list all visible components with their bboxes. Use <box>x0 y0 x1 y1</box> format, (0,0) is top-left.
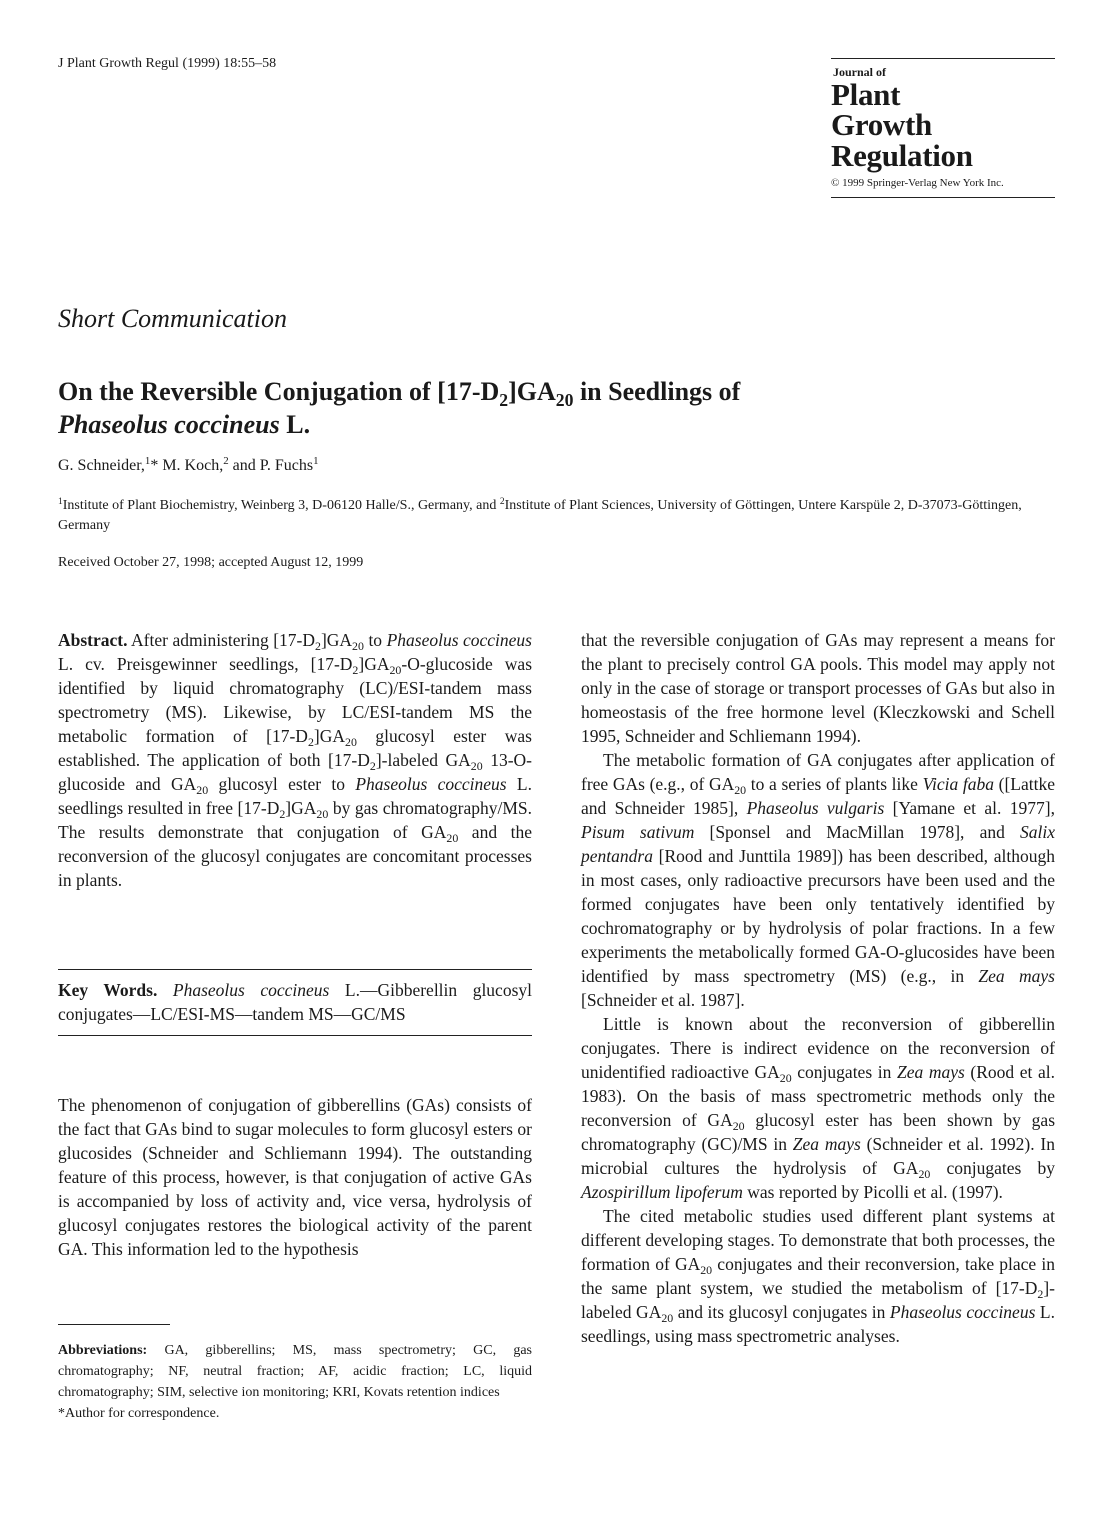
subscript: 20 <box>446 831 459 846</box>
author-name: M. Koch, <box>158 457 224 474</box>
subscript: 20 <box>732 1119 745 1134</box>
logo-word-regulation: Regulation <box>831 138 973 173</box>
affiliation-mark: 1 <box>144 455 151 468</box>
abstract-text: and the reconversion of the glucosyl conjugates are concomitant processes in plants. <box>58 822 532 890</box>
subscript: 2 <box>314 639 321 654</box>
abstract-text: ]GA <box>320 630 353 650</box>
logo-journal-of: Journal of <box>833 65 887 79</box>
body-paragraph <box>581 748 1055 1012</box>
text: was reported by Picolli et al. (1997). <box>742 1182 1003 1202</box>
text: (Rood et al. 1983). On the basis of mass spectrometric methods only the reconversion of GA <box>581 1062 1056 1130</box>
author-name: G. Schneider, <box>58 457 145 474</box>
section-label: Short Communication <box>58 304 287 333</box>
affiliation-mark: 2 <box>223 455 229 468</box>
abstract-text: ]-labeled GA <box>375 750 471 770</box>
subscript: 2 <box>352 663 359 678</box>
keywords-bottom-rule <box>58 1035 532 1036</box>
subscript: 2 <box>1037 1287 1044 1302</box>
subscript: 20 <box>345 735 357 750</box>
text: L. seedlings, using mass spectrometric analyses. <box>581 1302 1055 1346</box>
abbreviations-text: GA, gibberellins; MS, mass spectrometry; GC, gas chromatography; NF, neutral fraction; AF, acidic fraction; LC, liquid chromatography; SIM, selective ion monitoring; KRI, Kovats retention indices <box>58 1343 532 1400</box>
text: [Sponsel and MacMillan 1978], and <box>694 822 1020 842</box>
text: conjugates and their reconversion, take place in the same plant system, we studied the metabolism of [17-D <box>581 1254 1055 1298</box>
correspondence-mark: * <box>150 457 159 474</box>
species-name: Zea mays <box>896 1062 965 1082</box>
species-name: Salix pentandra <box>581 822 1055 866</box>
body-paragraph <box>58 1093 532 1261</box>
species-name: Phaseolus coccineus <box>386 630 532 650</box>
logo-word-growth: Growth <box>831 107 932 142</box>
text: to a series of plants like <box>746 774 923 794</box>
text: [Schneider et al. 1987]. <box>581 990 745 1010</box>
subscript: 20 <box>661 1311 674 1326</box>
footnote-rule <box>58 1324 170 1325</box>
subscript: 20 <box>389 663 402 678</box>
paragraph-text: that the reversible conjugation of GAs may represent a means for the plant to precisely control GA pools. This model may apply not only in the case of storage or transport processes of GAs but also in homeostasis of the free hormone level (Kleczkowski and Schell 1995, Schneider and Schliemann 1994). <box>581 630 1055 746</box>
title-part: in Seedlings of <box>573 377 741 406</box>
abstract-text: After administering [17-D <box>127 630 315 650</box>
subscript: 2 <box>279 807 286 822</box>
text: (Schneider et al. 1992). In microbial cultures the hydrolysis of GA <box>581 1134 1055 1178</box>
affiliation-mark: 1 <box>313 455 319 468</box>
text: [Yamane et al. 1977], <box>884 798 1055 818</box>
title-sub: 20 <box>555 390 574 411</box>
species-name: Phaseolus coccineus <box>355 774 507 794</box>
article-title <box>58 375 958 441</box>
subscript: 2 <box>369 759 376 774</box>
paragraph-text: The phenomenon of conjugation of gibberellins (GAs) consists of the fact that GAs bind to sugar molecules to form glucosyl esters or glucosides (Schneider and Schliemann 1994). The outstanding feature of this process, however, is that conjugation of active GAs is accompanied by loss of activity and, vice versa, hydrolysis of glucosyl conjugates restores the biological activity of the parent GA. This information led to the hypothesis <box>58 1095 532 1259</box>
text: glucosyl ester has been shown by gas chromatography (GC)/MS in <box>581 1110 1055 1154</box>
species-name: Vicia faba <box>922 774 994 794</box>
text: and its glucosyl conjugates in <box>673 1302 890 1322</box>
abstract-label: Abstract. <box>58 630 128 650</box>
title-sub: 2 <box>499 390 509 411</box>
keywords-label: Key Words. <box>58 980 158 1000</box>
journal-logo <box>831 58 1055 198</box>
correspondence-note: *Author for correspondence. <box>58 1406 220 1421</box>
title-part: On the Reversible Conjugation of [17-D <box>58 377 500 406</box>
subscript: 20 <box>734 783 747 798</box>
title-part: L. <box>279 410 311 439</box>
abstract-text: ]GA <box>358 654 390 674</box>
abstract-text: ]GA <box>285 798 317 818</box>
species-name: Phaseolus coccineus <box>172 980 330 1000</box>
affiliation-mark: 1 <box>58 496 63 507</box>
abstract-text: glucosyl ester to <box>208 774 356 794</box>
author-list <box>58 457 319 475</box>
abbreviations-note <box>58 1340 532 1403</box>
logo-copyright: © 1999 Springer-Verlag New York Inc. <box>831 177 1004 189</box>
subscript: 20 <box>316 807 329 822</box>
abstract-text: ]GA <box>313 726 345 746</box>
body-paragraph <box>581 1204 1055 1348</box>
species-name: Pisum sativum <box>581 822 695 842</box>
subscript: 20 <box>779 1071 792 1086</box>
species-name: Zea mays <box>978 966 1055 986</box>
subscript: 20 <box>470 759 483 774</box>
subscript: 20 <box>352 639 364 654</box>
species-name: Azospirillum lipoferum <box>581 1182 743 1202</box>
text: The cited metabolic studies used different plant systems at different developing stages. To demonstrate that both processes, the formation of GA <box>581 1206 1055 1274</box>
journal-citation: J Plant Growth Regul (1999) 18:55–58 <box>58 56 277 71</box>
abstract <box>58 628 532 892</box>
text: The metabolic formation of GA conjugates after application of free GAs (e.g., of GA <box>581 750 1055 794</box>
received-dates: Received October 27, 1998; accepted August 12, 1999 <box>58 555 364 570</box>
keywords-top-rule <box>58 969 532 970</box>
body-paragraph <box>581 1012 1055 1204</box>
abstract-text: L. cv. Preisgewinner seedlings, [17-D <box>58 654 353 674</box>
subscript: 20 <box>918 1167 931 1182</box>
abstract-text: L. seedlings resulted in free [17-D <box>58 774 532 818</box>
species-name: Zea mays <box>792 1134 861 1154</box>
logo-word-plant: Plant <box>831 77 901 112</box>
abstract-text: by gas chromatography/MS. The results demonstrate that conjugation of GA <box>58 798 532 842</box>
right-column <box>581 628 1055 1348</box>
abstract-text: 13-O-glucoside and GA <box>58 750 532 794</box>
footnotes <box>58 1340 532 1424</box>
species-name: Phaseolus coccineus <box>889 1302 1036 1322</box>
keywords-text: L.—Gibberellin glucosyl conjugates—LC/ESI-MS—tandem MS—GC/MS <box>58 980 532 1024</box>
text: conjugates by <box>930 1158 1055 1178</box>
text: [Rood and Junttila 1989]) has been described, although in most cases, only radioactive precursors have been used and the formed conjugates have been only tentatively identified by cochromatography or by hydrolysis of polar fractions. In a few experiments the metabolically formed GA-O-glucosides have been identified by mass spectrometry (MS) (e.g., in <box>581 846 1055 986</box>
keywords <box>58 978 532 1026</box>
title-part: ]GA <box>508 377 556 406</box>
subscript: 2 <box>307 735 314 750</box>
author-name: and P. Fuchs <box>228 457 314 474</box>
species-name: Phaseolus vulgaris <box>746 798 885 818</box>
affiliations <box>58 496 1048 536</box>
subscript: 20 <box>700 1263 713 1278</box>
affiliation-mark: 2 <box>499 496 505 507</box>
abbreviations-label: Abbreviations: <box>58 1343 148 1358</box>
title-species: Phaseolus coccineus <box>58 410 280 439</box>
subscript: 20 <box>196 783 209 798</box>
text: ]-labeled GA <box>581 1278 1055 1322</box>
text: Little is known about the reconversion of gibberellin conjugates. There is indirect evidence on the reconversion of unidentified radioactive GA <box>581 1014 1055 1082</box>
abstract-text: to <box>363 630 387 650</box>
affiliation-text: Institute of Plant Sciences, University of Göttingen, Untere Karspüle 2, D-37073-Göttingen, Germany <box>58 498 1022 533</box>
affiliation-text: Institute of Plant Biochemistry, Weinberg 3, D-06120 Halle/S., Germany, and <box>62 498 500 513</box>
abstract-text: glucosyl ester was established. The application of both [17-D <box>58 726 532 770</box>
text: ([Lattke and Schneider 1985], <box>581 774 1055 818</box>
text: conjugates in <box>791 1062 897 1082</box>
abstract-text: -O-glucoside was identified by liquid chromatography (LC)/ESI-tandem mass spectrometry (MS). Likewise, by LC/ESI-tandem MS the metabolic formation of [17-D <box>58 654 532 746</box>
